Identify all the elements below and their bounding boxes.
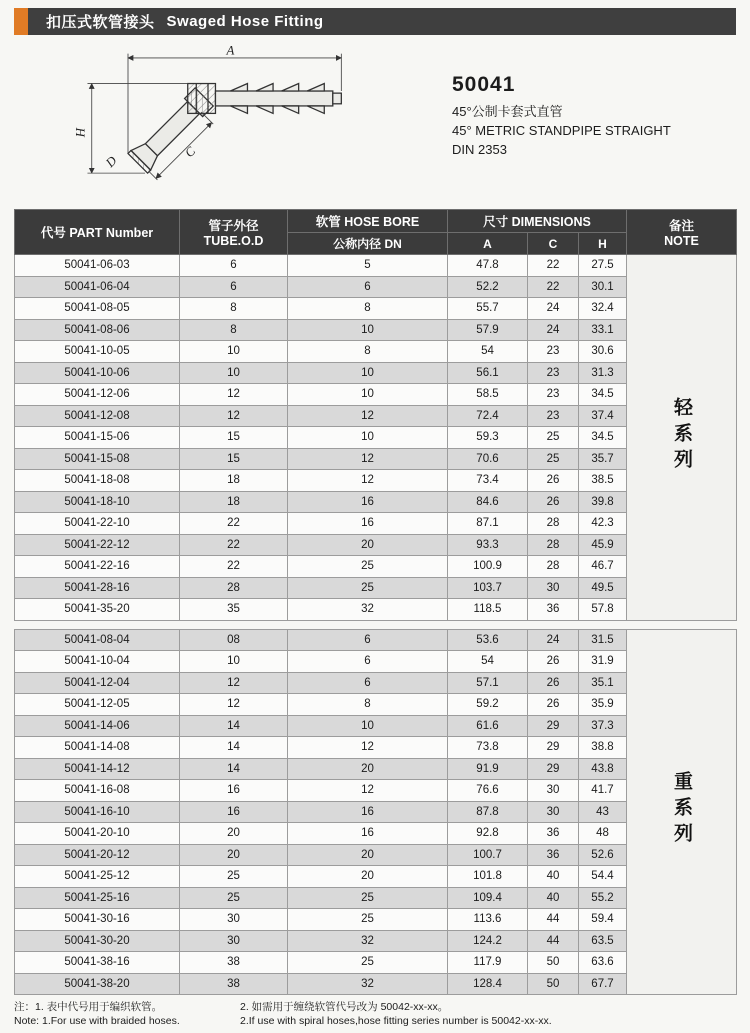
part-number-cell: 50041-25-12 — [15, 866, 180, 888]
dim-h-cell: 35.9 — [579, 694, 627, 716]
dim-c-cell: 30 — [528, 577, 579, 599]
dim-h-cell: 38.5 — [579, 470, 627, 492]
dn-cell: 25 — [288, 909, 448, 931]
dim-c-cell: 28 — [528, 513, 579, 535]
product-name-en: 45° METRIC STANDPIPE STRAIGHT — [452, 123, 671, 138]
dim-h-cell: 43 — [579, 801, 627, 823]
dn-cell: 20 — [288, 844, 448, 866]
col-header-note-zh: 备注 — [669, 219, 695, 233]
dim-a-cell: 100.9 — [448, 556, 528, 578]
col-header-tube — [180, 210, 288, 255]
dim-a-cell: 101.8 — [448, 866, 528, 888]
dim-c-cell: 40 — [528, 866, 579, 888]
dim-h-cell: 52.6 — [579, 844, 627, 866]
part-number-cell: 50041-38-20 — [15, 973, 180, 995]
tube-od-cell: 28 — [180, 577, 288, 599]
part-number-cell: 50041-14-12 — [15, 758, 180, 780]
dn-cell: 12 — [288, 470, 448, 492]
dim-a-cell: 84.6 — [448, 491, 528, 513]
tube-od-cell: 30 — [180, 909, 288, 931]
footnote-en-1: Note: 1.For use with braided hoses. — [14, 1015, 180, 1027]
part-number-cell: 50041-06-03 — [15, 255, 180, 277]
dim-a-cell: 73.4 — [448, 470, 528, 492]
part-number-cell: 50041-35-20 — [15, 599, 180, 621]
dim-c-cell: 36 — [528, 599, 579, 621]
tube-od-cell: 10 — [180, 651, 288, 673]
dim-a-cell: 57.1 — [448, 672, 528, 694]
series-label-cell — [627, 629, 737, 995]
tube-od-cell: 14 — [180, 715, 288, 737]
tube-od-cell: 22 — [180, 534, 288, 556]
tube-od-cell: 38 — [180, 973, 288, 995]
dn-cell: 25 — [288, 556, 448, 578]
footnote-left — [14, 1000, 240, 1028]
part-number-cell: 50041-10-04 — [15, 651, 180, 673]
dim-h-cell: 34.5 — [579, 427, 627, 449]
dn-cell: 32 — [288, 973, 448, 995]
part-number-cell: 50041-22-16 — [15, 556, 180, 578]
part-number-cell: 50041-16-10 — [15, 801, 180, 823]
tube-od-cell: 20 — [180, 823, 288, 845]
accent-block — [14, 8, 28, 35]
dn-cell: 16 — [288, 801, 448, 823]
dim-c-cell: 25 — [528, 448, 579, 470]
dim-c-cell: 26 — [528, 470, 579, 492]
part-number-cell: 50041-22-10 — [15, 513, 180, 535]
dim-a-cell: 92.8 — [448, 823, 528, 845]
dn-cell: 32 — [288, 930, 448, 952]
dim-a-cell: 128.4 — [448, 973, 528, 995]
tube-od-cell: 14 — [180, 737, 288, 759]
tube-od-cell: 25 — [180, 887, 288, 909]
dn-cell: 20 — [288, 534, 448, 556]
col-header-note-en: NOTE — [664, 234, 699, 248]
tube-od-cell: 08 — [180, 629, 288, 651]
col-header-tube-zh: 管子外径 — [208, 219, 259, 233]
dim-h-cell: 57.8 — [579, 599, 627, 621]
part-number-cell: 50041-12-08 — [15, 405, 180, 427]
col-header-c: C — [528, 233, 579, 255]
footnote-zh-2: 2. 如需用于缠绕软管代号改为 50042-xx-xx。 — [240, 1001, 449, 1013]
dim-c-cell: 24 — [528, 298, 579, 320]
tube-od-cell: 15 — [180, 427, 288, 449]
part-number-cell: 50041-18-08 — [15, 470, 180, 492]
series-label-cell — [627, 255, 737, 621]
dim-a-cell: 58.5 — [448, 384, 528, 406]
dn-cell: 6 — [288, 672, 448, 694]
part-number-cell: 50041-14-08 — [15, 737, 180, 759]
dim-a-cell: 59.3 — [448, 427, 528, 449]
dim-a-cell: 100.7 — [448, 844, 528, 866]
dim-c-cell: 36 — [528, 823, 579, 845]
dim-a-cell: 113.6 — [448, 909, 528, 931]
tube-od-cell: 6 — [180, 276, 288, 298]
product-info — [452, 43, 671, 205]
part-number-cell: 50041-20-12 — [15, 844, 180, 866]
dn-cell: 12 — [288, 780, 448, 802]
part-number-cell: 50041-30-16 — [15, 909, 180, 931]
dim-h-cell: 27.5 — [579, 255, 627, 277]
dim-h-cell: 38.8 — [579, 737, 627, 759]
dim-a-cell: 47.8 — [448, 255, 528, 277]
footnote-right — [240, 1000, 736, 1028]
dim-h-cell: 46.7 — [579, 556, 627, 578]
col-header-a: A — [448, 233, 528, 255]
part-number-cell: 50041-16-08 — [15, 780, 180, 802]
dim-h-cell: 34.5 — [579, 384, 627, 406]
part-number-cell: 50041-18-10 — [15, 491, 180, 513]
dim-c-cell: 23 — [528, 405, 579, 427]
dim-a-cell: 59.2 — [448, 694, 528, 716]
dn-cell: 20 — [288, 758, 448, 780]
dim-c-cell: 44 — [528, 909, 579, 931]
dim-h-cell: 43.8 — [579, 758, 627, 780]
part-number-cell: 50041-12-04 — [15, 672, 180, 694]
dim-h-cell: 37.3 — [579, 715, 627, 737]
tube-od-cell: 22 — [180, 556, 288, 578]
dim-c-cell: 44 — [528, 930, 579, 952]
dn-cell: 10 — [288, 319, 448, 341]
part-number-cell: 50041-38-16 — [15, 952, 180, 974]
dim-c-cell: 26 — [528, 651, 579, 673]
header-title-zh: 扣压式软管接头 — [46, 14, 155, 31]
tube-od-cell: 16 — [180, 780, 288, 802]
tube-od-cell: 8 — [180, 319, 288, 341]
dim-a-cell: 124.2 — [448, 930, 528, 952]
dim-c-cell: 24 — [528, 629, 579, 651]
dn-cell: 12 — [288, 405, 448, 427]
dim-a-cell: 118.5 — [448, 599, 528, 621]
dim-a-cell: 55.7 — [448, 298, 528, 320]
dim-h-cell: 63.5 — [579, 930, 627, 952]
dim-h-cell: 55.2 — [579, 887, 627, 909]
dim-h-cell: 54.4 — [579, 866, 627, 888]
dn-cell: 20 — [288, 866, 448, 888]
dim-c-cell: 30 — [528, 801, 579, 823]
tube-od-cell: 15 — [180, 448, 288, 470]
dn-cell: 10 — [288, 362, 448, 384]
footnote-en-2: 2.If use with spiral hoses,hose fitting series number is 50042-xx-xx. — [240, 1015, 552, 1027]
dim-h-cell: 30.1 — [579, 276, 627, 298]
dim-h-cell: 63.6 — [579, 952, 627, 974]
tube-od-cell: 6 — [180, 255, 288, 277]
dim-a-cell: 73.8 — [448, 737, 528, 759]
product-name-zh: 45°公制卡套式直管 — [452, 104, 563, 119]
dim-h-cell: 35.1 — [579, 672, 627, 694]
dim-h-cell: 33.1 — [579, 319, 627, 341]
dim-label-c: C — [182, 144, 199, 161]
part-number-cell: 50041-28-16 — [15, 577, 180, 599]
dim-h-cell: 37.4 — [579, 405, 627, 427]
dim-c-cell: 29 — [528, 715, 579, 737]
dim-c-cell: 25 — [528, 427, 579, 449]
dim-label-d: D — [103, 153, 120, 170]
dim-c-cell: 30 — [528, 780, 579, 802]
tube-od-cell: 18 — [180, 491, 288, 513]
table-header — [15, 210, 737, 255]
part-number-cell: 50041-22-12 — [15, 534, 180, 556]
dim-c-cell: 29 — [528, 758, 579, 780]
tube-od-cell: 16 — [180, 801, 288, 823]
dim-c-cell: 22 — [528, 276, 579, 298]
part-number-cell: 50041-06-04 — [15, 276, 180, 298]
dim-c-cell: 24 — [528, 319, 579, 341]
dim-a-cell: 103.7 — [448, 577, 528, 599]
tube-od-cell: 12 — [180, 384, 288, 406]
dim-h-cell: 31.5 — [579, 629, 627, 651]
part-number-cell: 50041-08-04 — [15, 629, 180, 651]
tube-od-cell: 20 — [180, 844, 288, 866]
dim-c-cell: 23 — [528, 384, 579, 406]
dn-cell: 6 — [288, 651, 448, 673]
dim-a-cell: 54 — [448, 341, 528, 363]
dn-cell: 16 — [288, 513, 448, 535]
dim-h-cell: 45.9 — [579, 534, 627, 556]
dim-a-cell: 56.1 — [448, 362, 528, 384]
part-number-cell: 50041-15-08 — [15, 448, 180, 470]
dn-cell: 32 — [288, 599, 448, 621]
dim-h-cell: 42.3 — [579, 513, 627, 535]
dim-a-cell: 53.6 — [448, 629, 528, 651]
tube-od-cell: 14 — [180, 758, 288, 780]
dn-cell: 12 — [288, 448, 448, 470]
dn-cell: 6 — [288, 629, 448, 651]
product-standard: DIN 2353 — [452, 142, 507, 157]
table-row — [15, 629, 737, 651]
tube-od-cell: 12 — [180, 405, 288, 427]
col-header-part: 代号 PART Number — [15, 210, 180, 255]
dim-a-cell: 109.4 — [448, 887, 528, 909]
tube-od-cell: 12 — [180, 694, 288, 716]
dim-a-cell: 54 — [448, 651, 528, 673]
col-header-bore: 软管 HOSE BORE — [288, 210, 448, 233]
col-header-tube-en: TUBE.O.D — [203, 234, 264, 248]
dn-cell: 25 — [288, 577, 448, 599]
dn-cell: 5 — [288, 255, 448, 277]
dn-cell: 25 — [288, 952, 448, 974]
technical-drawing — [14, 43, 434, 203]
part-number-cell: 50041-10-05 — [15, 341, 180, 363]
col-header-dimensions: 尺寸 DIMENSIONS — [448, 210, 627, 233]
intro-section — [14, 43, 736, 205]
tube-od-cell: 12 — [180, 672, 288, 694]
dim-a-cell: 93.3 — [448, 534, 528, 556]
dim-h-cell: 39.8 — [579, 491, 627, 513]
tube-od-cell: 25 — [180, 866, 288, 888]
light-series-body — [15, 255, 737, 621]
page-header — [14, 8, 736, 35]
dim-c-cell: 26 — [528, 672, 579, 694]
tube-od-cell: 10 — [180, 341, 288, 363]
dim-c-cell: 40 — [528, 887, 579, 909]
table-row — [15, 255, 737, 277]
dim-c-cell: 22 — [528, 255, 579, 277]
part-number-cell: 50041-12-05 — [15, 694, 180, 716]
part-number-cell: 50041-08-05 — [15, 298, 180, 320]
dim-a-cell: 117.9 — [448, 952, 528, 974]
dn-cell: 8 — [288, 341, 448, 363]
part-number-cell: 50041-12-06 — [15, 384, 180, 406]
col-header-h: H — [579, 233, 627, 255]
dim-a-cell: 61.6 — [448, 715, 528, 737]
dim-h-cell: 31.9 — [579, 651, 627, 673]
heavy-series-table — [14, 629, 737, 996]
dn-cell: 16 — [288, 823, 448, 845]
dn-cell: 10 — [288, 427, 448, 449]
dn-cell: 8 — [288, 694, 448, 716]
dn-cell: 12 — [288, 737, 448, 759]
dim-a-cell: 70.6 — [448, 448, 528, 470]
tube-od-cell: 8 — [180, 298, 288, 320]
tube-od-cell: 18 — [180, 470, 288, 492]
dim-c-cell: 26 — [528, 491, 579, 513]
dim-a-cell: 87.1 — [448, 513, 528, 535]
footnote-zh-1: 注：1. 表中代号用于编织软管。 — [14, 1001, 163, 1013]
dim-a-cell: 52.2 — [448, 276, 528, 298]
dim-label-a: A — [226, 43, 235, 58]
dim-c-cell: 26 — [528, 694, 579, 716]
dim-c-cell: 28 — [528, 556, 579, 578]
tube-od-cell: 22 — [180, 513, 288, 535]
dim-c-cell: 23 — [528, 341, 579, 363]
part-number-cell: 50041-25-16 — [15, 887, 180, 909]
part-number-cell: 50041-20-10 — [15, 823, 180, 845]
dim-c-cell: 28 — [528, 534, 579, 556]
tube-od-cell: 35 — [180, 599, 288, 621]
tube-od-cell: 10 — [180, 362, 288, 384]
header-title-en: Swaged Hose Fitting — [166, 13, 324, 30]
series-label-text: 重系列 — [671, 771, 692, 850]
tube-od-cell: 38 — [180, 952, 288, 974]
col-header-dn: 公称内径 DN — [288, 233, 448, 255]
col-header-note — [627, 210, 737, 255]
dim-c-cell: 50 — [528, 952, 579, 974]
dn-cell: 10 — [288, 715, 448, 737]
dn-cell: 6 — [288, 276, 448, 298]
dim-h-cell: 32.4 — [579, 298, 627, 320]
product-code: 50041 — [452, 73, 516, 96]
dim-a-cell: 72.4 — [448, 405, 528, 427]
part-number-cell: 50041-10-06 — [15, 362, 180, 384]
fitting-drawing-svg — [14, 43, 434, 203]
dim-c-cell: 36 — [528, 844, 579, 866]
dim-h-cell: 30.6 — [579, 341, 627, 363]
dim-h-cell: 48 — [579, 823, 627, 845]
tables-gap — [14, 621, 736, 629]
dim-c-cell: 50 — [528, 973, 579, 995]
dim-c-cell: 23 — [528, 362, 579, 384]
dn-cell: 25 — [288, 887, 448, 909]
part-number-cell: 50041-08-06 — [15, 319, 180, 341]
footnotes — [14, 1000, 736, 1028]
dim-h-cell: 35.7 — [579, 448, 627, 470]
dim-a-cell: 57.9 — [448, 319, 528, 341]
heavy-series-body — [15, 629, 737, 995]
part-number-cell: 50041-15-06 — [15, 427, 180, 449]
dim-a-cell: 91.9 — [448, 758, 528, 780]
part-number-cell: 50041-14-06 — [15, 715, 180, 737]
series-label-text: 轻系列 — [671, 396, 693, 475]
dn-cell: 16 — [288, 491, 448, 513]
part-number-cell: 50041-30-20 — [15, 930, 180, 952]
dim-h-cell: 31.3 — [579, 362, 627, 384]
dn-cell: 10 — [288, 384, 448, 406]
dim-h-cell: 59.4 — [579, 909, 627, 931]
dim-h-cell: 41.7 — [579, 780, 627, 802]
dn-cell: 8 — [288, 298, 448, 320]
dim-h-cell: 49.5 — [579, 577, 627, 599]
dim-h-cell: 67.7 — [579, 973, 627, 995]
tube-od-cell: 30 — [180, 930, 288, 952]
dim-a-cell: 87.8 — [448, 801, 528, 823]
dim-c-cell: 29 — [528, 737, 579, 759]
dim-label-h: H — [73, 127, 88, 138]
light-series-table — [14, 209, 737, 621]
dim-a-cell: 76.6 — [448, 780, 528, 802]
header-bar — [28, 8, 736, 35]
